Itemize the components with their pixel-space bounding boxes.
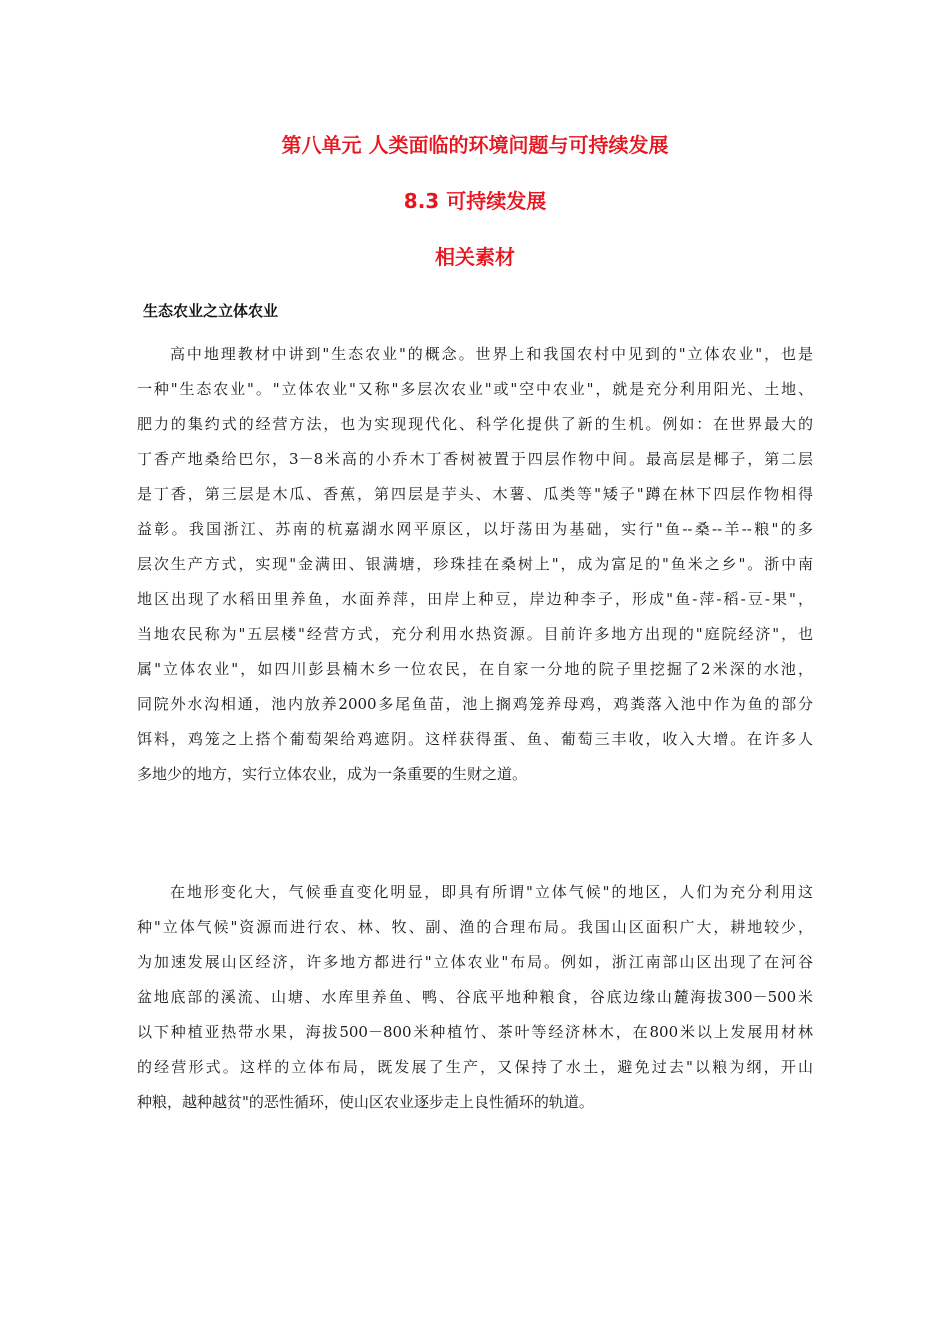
paragraph-line: 属"立体农业"，如四川彭县楠木乡一位农民，在自家一分地的院子里挖掘了2米深的水池， — [137, 660, 813, 678]
paragraph-line: 一种"生态农业"。"立体农业"又称"多层次农业"或"空中农业"，就是充分利用阳光、土地、 — [137, 380, 813, 398]
paragraph-line: 肥力的集约式的经营方法，也为实现现代化、科学化提供了新的生机。例如：在世界最大的 — [137, 415, 813, 433]
paragraph-line: 当地农民称为"五层楼"经营方式，充分利用水热资源。目前许多地方出现的"庭院经济"，也 — [137, 625, 813, 643]
paragraph-line: 是丁香，第三层是木瓜、香蕉，第四层是芋头、木薯、瓜类等"矮子"蹲在林下四层作物相得 — [137, 485, 813, 503]
article-heading: 生态农业之立体农业 — [143, 302, 279, 320]
paragraph-line: 同院外水沟相通，池内放养2000多尾鱼苗，池上搁鸡笼养母鸡，鸡粪落入池中作为鱼的部分 — [137, 695, 813, 713]
paragraph-line: 益彰。我国浙江、苏南的杭嘉湖水网平原区，以圩荡田为基础，实行"鱼--桑--羊--粮"的多 — [137, 520, 813, 538]
paragraph-line: 为加速发展山区经济，许多地方都进行"立体农业"布局。例如，浙江南部山区出现了在河谷 — [137, 953, 813, 971]
paragraph-line: 饵料，鸡笼之上搭个葡萄架给鸡遮阴。这样获得蛋、鱼、葡萄三丰收，收入大增。在许多人 — [137, 730, 813, 748]
paragraph-1 — [137, 337, 813, 792]
paragraph-line: 多地少的地方，实行立体农业，成为一条重要的生财之道。 — [137, 765, 528, 783]
paragraph-line: 以下种植亚热带水果，海拔500－800米种植竹、茶叶等经济林木，在800米以上发展用材林 — [137, 1023, 813, 1041]
paragraph-line: 高中地理教材中讲到"生态农业"的概念。世界上和我国农村中见到的"立体农业"，也是 — [170, 345, 813, 363]
paragraph-line: 种粮，越种越贫"的恶性循环，使山区农业逐步走上良性循环的轨道。 — [137, 1093, 594, 1111]
paragraph-line: 丁香产地桑给巴尔，3－8米高的小乔木丁香树被置于四层作物中间。最高层是椰子，第二层 — [137, 450, 813, 468]
paragraph-line: 盆地底部的溪流、山塘、水库里养鱼、鸭、谷底平地种粮食，谷底边缘山麓海拔300－500米 — [137, 988, 813, 1006]
section-title: 8.3 可持续发展 — [403, 189, 547, 213]
paragraph-line: 在地形变化大，气候垂直变化明显，即具有所谓"立体气候"的地区，人们为充分利用这 — [170, 883, 813, 901]
paragraph-line: 种"立体气候"资源而进行农、林、牧、副、渔的合理布局。我国山区面积广大，耕地较少， — [137, 918, 813, 936]
paragraph-2 — [137, 875, 813, 1120]
unit-title: 第八单元 人类面临的环境问题与可持续发展 — [281, 133, 669, 157]
paragraph-line: 层次生产方式，实现"金满田、银满塘，珍珠挂在桑树上"，成为富足的"鱼米之乡"。浙中南 — [137, 555, 813, 573]
paragraph-line: 的经营形式。这样的立体布局，既发展了生产，又保持了水土，避免过去"以粮为纲，开山 — [137, 1058, 813, 1076]
material-title: 相关素材 — [435, 245, 515, 269]
paragraph-line: 地区出现了水稻田里养鱼，水面养萍，田岸上种豆，岸边种李子，形成"鱼-萍-稻-豆-果"， — [137, 590, 813, 608]
